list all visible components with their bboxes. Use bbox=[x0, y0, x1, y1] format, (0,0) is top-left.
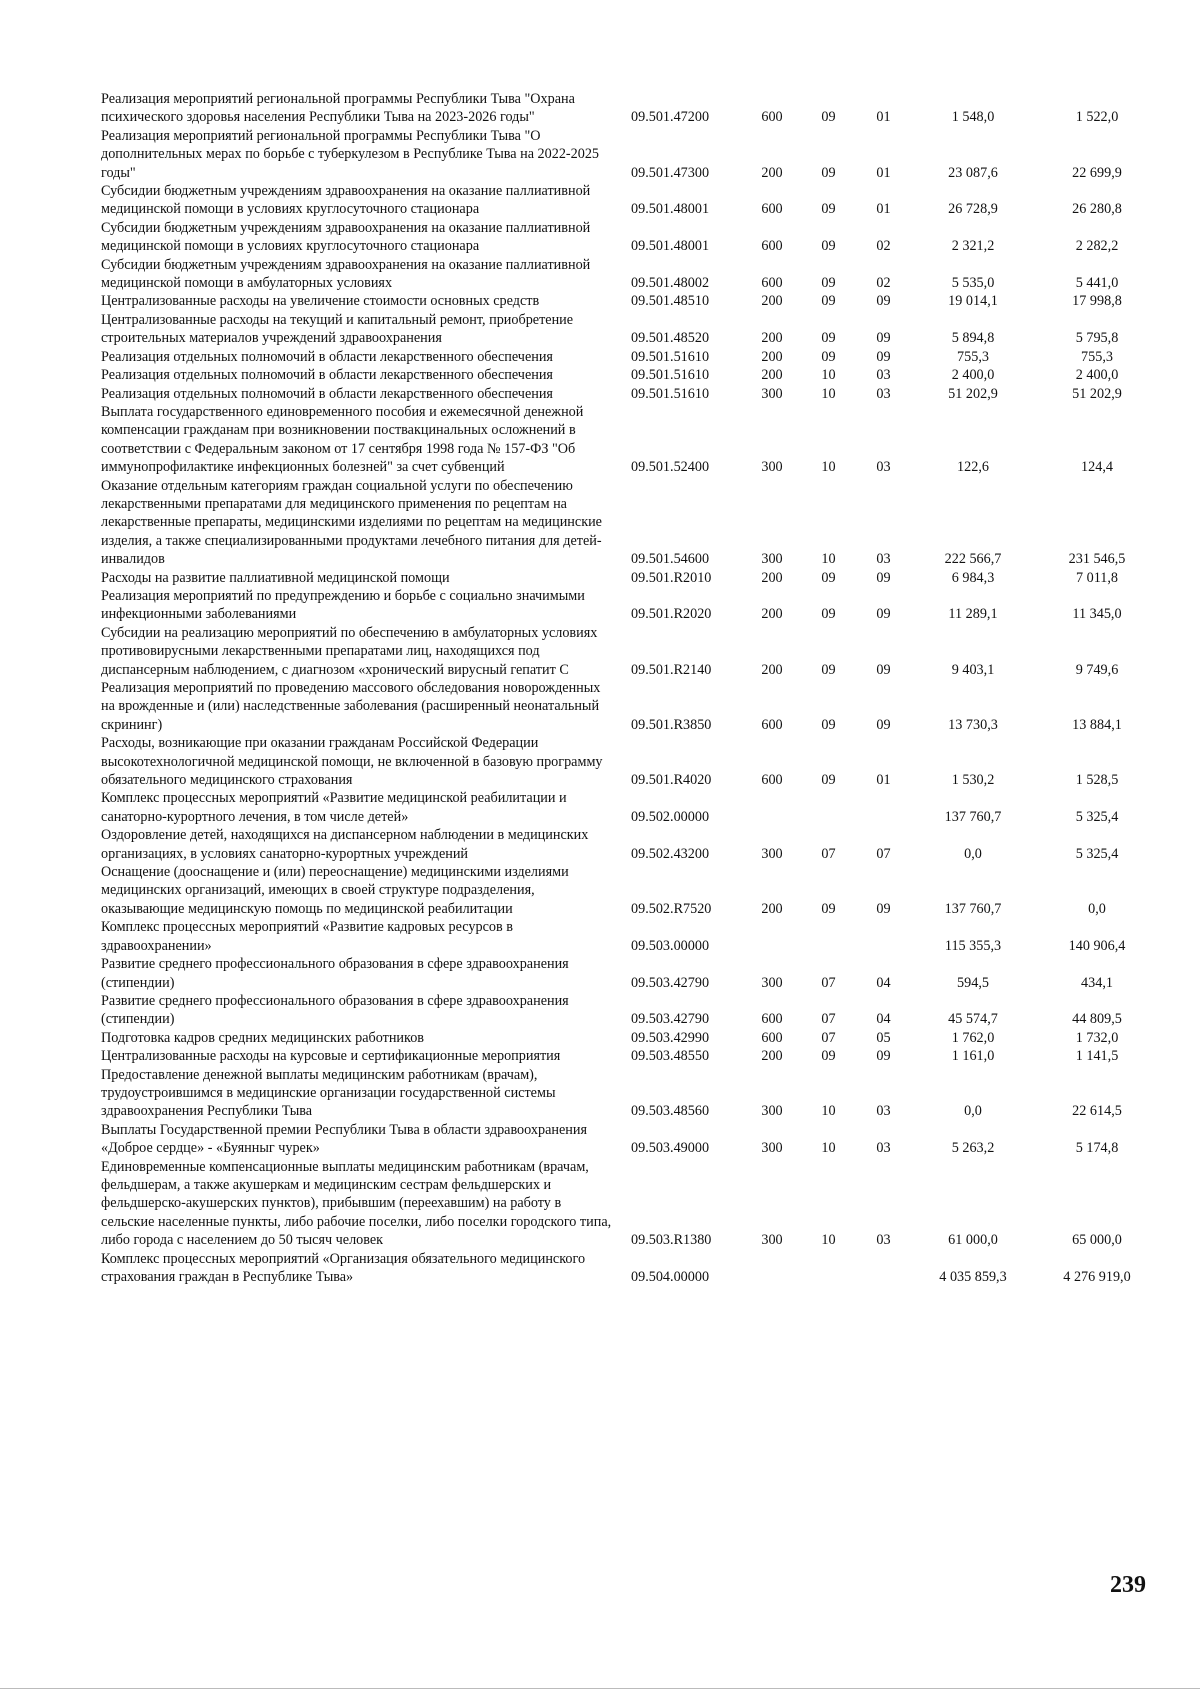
row-amount-year-1: 122,6 bbox=[957, 459, 989, 476]
row-name: Оздоровление детей, находящихся на диспансерном наблюдении в медицинских организациях, в условиях санаторно-курортных учреждений bbox=[101, 827, 589, 862]
row-code: 09.503.42790 bbox=[631, 974, 710, 991]
row-subsection bbox=[856, 789, 911, 826]
row-name: Реализация отдельных полномочий в области лекарственного обеспечения bbox=[101, 385, 553, 402]
row-code: 09.501.48520 bbox=[631, 330, 710, 347]
row-expense-type: 200 bbox=[761, 606, 783, 623]
row-subsection: 09 bbox=[876, 293, 891, 310]
row-section: 09 bbox=[821, 716, 836, 733]
row-expense-type: 300 bbox=[761, 459, 783, 476]
row-amount-year-2: 9 749,6 bbox=[1075, 661, 1119, 678]
table-row bbox=[101, 826, 1159, 863]
table-row bbox=[101, 219, 1159, 256]
row-code: 09.501.51610 bbox=[631, 367, 710, 384]
row-amount-year-1: 115 355,3 bbox=[944, 937, 1002, 954]
row-amount-year-1: 19 014,1 bbox=[948, 293, 998, 310]
row-name: Комплекс процессных мероприятий «Развитие медицинской реабилитации и санаторно-курортного лечения, в том числе детей» bbox=[101, 790, 567, 825]
table-row bbox=[101, 587, 1159, 624]
row-section: 09 bbox=[821, 900, 836, 917]
row-amount-year-1: 137 760,7 bbox=[944, 808, 1002, 825]
row-code: 09.503.48560 bbox=[631, 1103, 710, 1120]
row-section: 10 bbox=[821, 1103, 836, 1120]
row-name: Комплекс процессных мероприятий «Развитие кадровых ресурсов в здравоохранении» bbox=[101, 919, 513, 954]
row-section: 09 bbox=[821, 201, 836, 218]
row-section: 07 bbox=[821, 1029, 836, 1046]
row-name: Субсидии бюджетным учреждениям здравоохранения на оказание паллиативной медицинской помощи в условиях круглосуточного стационара bbox=[101, 219, 591, 255]
row-subsection: 04 bbox=[876, 974, 891, 991]
row-subsection bbox=[856, 918, 911, 955]
row-code: 09.501.54600 bbox=[631, 551, 710, 568]
row-subsection: 03 bbox=[876, 1103, 891, 1120]
row-amount-year-1: 11 289,1 bbox=[948, 606, 998, 623]
row-amount-year-1: 6 984,3 bbox=[951, 569, 995, 586]
table-row bbox=[101, 403, 1159, 477]
row-code: 09.501.52400 bbox=[631, 459, 710, 476]
row-expense-type: 300 bbox=[761, 551, 783, 568]
row-amount-year-2: 1 528,5 bbox=[1075, 772, 1119, 789]
table-row bbox=[101, 366, 1159, 384]
row-section bbox=[801, 918, 856, 955]
row-name: Единовременные компенсационные выплаты медицинским работникам (врачам, фельдшерам, а также акушеркам и медицинским сестрам фельдшерских и фельдшерско-акушерских пунктов), прибывшим (переехавшим) на работу в сельские населенные пункты, либо рабочие поселки, либо поселки городского типа, либо города с населением до 50 тысяч человек bbox=[101, 1158, 612, 1249]
table-row bbox=[101, 292, 1159, 310]
row-subsection: 03 bbox=[876, 385, 891, 402]
row-amount-year-2: 124,4 bbox=[1081, 459, 1113, 476]
row-section: 09 bbox=[821, 164, 836, 181]
row-expense-type: 300 bbox=[761, 1103, 783, 1120]
row-code: 09.501.47300 bbox=[631, 164, 710, 181]
row-section: 10 bbox=[821, 367, 836, 384]
row-code: 09.501.48001 bbox=[631, 201, 710, 218]
row-name: Реализация мероприятий региональной программы Республики Тыва "О дополнительных мерах по борьбе с туберкулезом в Республике Тыва на 2022-2025 годы" bbox=[101, 127, 600, 181]
row-section bbox=[801, 1250, 856, 1287]
row-name: Реализация мероприятий по проведению массового обследования новорожденных на врожденные и (или) наследственные заболевания (расширенный неонатальный скрининг) bbox=[101, 680, 601, 733]
row-subsection bbox=[856, 1250, 911, 1287]
table-row bbox=[101, 256, 1159, 293]
row-expense-type: 300 bbox=[761, 385, 783, 402]
row-expense-type bbox=[743, 918, 801, 955]
row-section: 10 bbox=[821, 459, 836, 476]
row-subsection: 03 bbox=[876, 459, 891, 476]
row-subsection: 01 bbox=[876, 109, 891, 126]
row-section: 09 bbox=[821, 238, 836, 255]
row-expense-type bbox=[743, 789, 801, 826]
table-row bbox=[101, 918, 1159, 955]
row-expense-type: 600 bbox=[761, 772, 783, 789]
table-row bbox=[101, 1250, 1159, 1287]
row-name: Субсидии на реализацию мероприятий по обеспечению в амбулаторных условиях противовирусными лекарственными препаратами лиц, находящихся под диспансерным наблюдением, с диагнозом «хронический вирусный гепатит С bbox=[101, 624, 598, 678]
row-amount-year-2: 17 998,8 bbox=[1072, 293, 1122, 310]
row-amount-year-1: 0,0 bbox=[964, 845, 982, 862]
row-amount-year-1: 1 161,0 bbox=[951, 1048, 995, 1065]
table-row bbox=[101, 1066, 1159, 1121]
row-expense-type bbox=[743, 1250, 801, 1287]
row-expense-type: 600 bbox=[761, 275, 783, 292]
table-row bbox=[101, 90, 1159, 127]
row-amount-year-1: 13 730,3 bbox=[948, 716, 998, 733]
row-code: 09.501.R2010 bbox=[631, 569, 712, 586]
row-subsection: 09 bbox=[876, 606, 891, 623]
row-name: Централизованные расходы на курсовые и сертификационные мероприятия bbox=[101, 1048, 561, 1065]
row-name: Централизованные расходы на текущий и капитальный ремонт, приобретение строительных материалов учреждений здравоохранения bbox=[101, 311, 574, 347]
row-amount-year-2: 1 522,0 bbox=[1075, 109, 1119, 126]
row-code: 09.502.43200 bbox=[631, 845, 710, 862]
row-amount-year-1: 594,5 bbox=[957, 974, 989, 991]
row-expense-type: 600 bbox=[761, 238, 783, 255]
row-section: 10 bbox=[821, 1232, 836, 1249]
table-row bbox=[101, 1121, 1159, 1158]
row-code: 09.501.48002 bbox=[631, 275, 710, 292]
row-code: 09.503.42790 bbox=[631, 1011, 710, 1028]
row-section: 09 bbox=[821, 109, 836, 126]
row-amount-year-2: 4 276 919,0 bbox=[1063, 1269, 1131, 1285]
row-amount-year-1: 2 321,2 bbox=[951, 238, 995, 255]
row-amount-year-2: 44 809,5 bbox=[1072, 1011, 1122, 1028]
row-name: Централизованные расходы на увеличение стоимости основных средств bbox=[101, 293, 540, 310]
row-code: 09.503.42990 bbox=[631, 1029, 710, 1046]
row-code: 09.503.R1380 bbox=[631, 1232, 712, 1249]
row-expense-type: 200 bbox=[761, 330, 783, 347]
row-subsection: 09 bbox=[876, 569, 891, 586]
row-amount-year-1: 45 574,7 bbox=[948, 1011, 998, 1028]
row-amount-year-2: 11 345,0 bbox=[1072, 606, 1122, 623]
table-row bbox=[101, 789, 1159, 826]
row-expense-type: 600 bbox=[761, 1029, 783, 1046]
table-row bbox=[101, 348, 1159, 366]
table-row bbox=[101, 311, 1159, 348]
row-expense-type: 600 bbox=[761, 109, 783, 126]
row-amount-year-2: 22 614,5 bbox=[1072, 1103, 1122, 1120]
row-amount-year-2: 140 906,4 bbox=[1068, 937, 1126, 954]
row-amount-year-1: 1 530,2 bbox=[951, 772, 995, 789]
row-code: 09.501.R4020 bbox=[631, 772, 712, 789]
row-name: Реализация отдельных полномочий в области лекарственного обеспечения bbox=[101, 367, 553, 384]
row-amount-year-1: 4 035 859,3 bbox=[939, 1269, 1007, 1285]
row-amount-year-1: 0,0 bbox=[964, 1103, 982, 1120]
table-row bbox=[101, 1029, 1159, 1047]
row-amount-year-2: 26 280,8 bbox=[1072, 201, 1122, 218]
row-code: 09.501.47200 bbox=[631, 109, 710, 126]
row-expense-type: 300 bbox=[761, 1140, 783, 1157]
row-section: 09 bbox=[821, 772, 836, 789]
page-number: 239 bbox=[1110, 1572, 1146, 1598]
row-amount-year-2: 5 174,8 bbox=[1075, 1140, 1119, 1157]
table-row bbox=[101, 624, 1159, 679]
row-section: 07 bbox=[821, 1011, 836, 1028]
row-code: 09.501.48001 bbox=[631, 238, 710, 255]
row-expense-type: 200 bbox=[761, 348, 783, 365]
row-subsection: 01 bbox=[876, 772, 891, 789]
row-expense-type: 200 bbox=[761, 900, 783, 917]
budget-table-body bbox=[101, 90, 1159, 1286]
row-amount-year-1: 23 087,6 bbox=[948, 164, 998, 181]
row-section: 09 bbox=[821, 275, 836, 292]
row-amount-year-2: 2 282,2 bbox=[1075, 238, 1119, 255]
row-subsection: 03 bbox=[876, 1140, 891, 1157]
row-amount-year-2: 5 795,8 bbox=[1075, 330, 1119, 347]
row-code: 09.501.R2020 bbox=[631, 606, 712, 623]
row-expense-type: 300 bbox=[761, 974, 783, 991]
row-name: Оснащение (дооснащение и (или) переоснащение) медицинскими изделиями медицинских организаций, имеющих в своей структуре подразделения, оказывающие медицинскую помощь по медицинской реабилитации bbox=[101, 864, 569, 917]
table-row bbox=[101, 1158, 1159, 1250]
row-amount-year-2: 13 884,1 bbox=[1072, 716, 1122, 733]
row-expense-type: 300 bbox=[761, 845, 783, 862]
row-code: 09.501.R2140 bbox=[631, 661, 712, 678]
row-code: 09.503.48550 bbox=[631, 1048, 710, 1065]
table-row bbox=[101, 679, 1159, 734]
row-amount-year-2: 65 000,0 bbox=[1072, 1232, 1122, 1249]
row-code: 09.502.00000 bbox=[631, 808, 710, 825]
row-name: Расходы, возникающие при оказании гражданам Российской Федерации высокотехнологичной медицинской помощи, не включенной в базовую программу обязательного медицинского страхования bbox=[101, 735, 603, 789]
row-name: Развитие среднего профессионального образования в сфере здравоохранения (стипендии) bbox=[101, 992, 569, 1028]
row-expense-type: 200 bbox=[761, 1048, 783, 1065]
row-expense-type: 200 bbox=[761, 293, 783, 310]
budget-table bbox=[101, 90, 1159, 1286]
row-section: 09 bbox=[821, 661, 836, 678]
row-amount-year-1: 755,3 bbox=[957, 348, 989, 365]
row-subsection: 01 bbox=[876, 164, 891, 181]
row-amount-year-2: 51 202,9 bbox=[1072, 385, 1122, 402]
table-row bbox=[101, 385, 1159, 403]
row-amount-year-1: 9 403,1 bbox=[951, 661, 995, 678]
row-subsection: 09 bbox=[876, 900, 891, 917]
row-name: Подготовка кадров средних медицинских работников bbox=[101, 1029, 424, 1046]
table-row bbox=[101, 1047, 1159, 1065]
row-name: Реализация мероприятий региональной программы Республики Тыва "Охрана психического здоровья населения Республики Тыва на 2023-2026 годы" bbox=[101, 91, 575, 126]
row-code: 09.501.R3850 bbox=[631, 716, 712, 733]
row-expense-type: 300 bbox=[761, 1232, 783, 1249]
row-amount-year-2: 7 011,8 bbox=[1075, 569, 1119, 586]
row-amount-year-2: 231 546,5 bbox=[1068, 551, 1126, 568]
row-code: 09.501.51610 bbox=[631, 385, 710, 402]
table-row bbox=[101, 955, 1159, 992]
row-expense-type: 200 bbox=[761, 569, 783, 586]
row-amount-year-1: 222 566,7 bbox=[944, 551, 1002, 568]
row-section: 10 bbox=[821, 551, 836, 568]
row-code: 09.501.48510 bbox=[631, 293, 710, 310]
row-subsection: 03 bbox=[876, 367, 891, 384]
row-subsection: 03 bbox=[876, 1232, 891, 1249]
row-subsection: 09 bbox=[876, 1048, 891, 1065]
table-row bbox=[101, 992, 1159, 1029]
row-subsection: 05 bbox=[876, 1029, 891, 1046]
table-row bbox=[101, 569, 1159, 587]
row-name: Реализация мероприятий по предупреждению и борьбе с социально значимыми инфекционными заболеваниями bbox=[101, 587, 585, 623]
row-amount-year-1: 2 400,0 bbox=[951, 367, 995, 384]
row-code: 09.504.00000 bbox=[631, 1269, 710, 1285]
row-section: 07 bbox=[821, 845, 836, 862]
row-section: 10 bbox=[821, 1140, 836, 1157]
row-expense-type: 600 bbox=[761, 201, 783, 218]
row-section: 07 bbox=[821, 974, 836, 991]
row-name: Субсидии бюджетным учреждениям здравоохранения на оказание паллиативной медицинской помощи в условиях круглосуточного стационара bbox=[101, 183, 591, 218]
table-row bbox=[101, 127, 1159, 182]
row-amount-year-1: 1 548,0 bbox=[951, 109, 995, 126]
row-name: Комплекс процессных мероприятий «Организация обязательного медицинского страхования граждан в Республике Тыва» bbox=[101, 1250, 586, 1285]
row-name: Оказание отдельным категориям граждан социальной услуги по обеспечению лекарственными препаратами для медицинского применения по рецептам на лекарственные препараты, медицинскими изделиями по рецептам на медицинские изделия, а также специализированными продуктами лечебного питания для детей-инвалидов bbox=[101, 477, 602, 568]
row-expense-type: 200 bbox=[761, 164, 783, 181]
row-amount-year-2: 434,1 bbox=[1081, 974, 1113, 991]
row-section: 09 bbox=[821, 293, 836, 310]
row-amount-year-1: 137 760,7 bbox=[944, 900, 1002, 917]
row-code: 09.503.49000 bbox=[631, 1140, 710, 1157]
page-bottom-rule bbox=[0, 1688, 1200, 1689]
row-amount-year-1: 5 263,2 bbox=[951, 1140, 995, 1157]
row-section: 09 bbox=[821, 330, 836, 347]
row-subsection: 09 bbox=[876, 661, 891, 678]
row-section: 09 bbox=[821, 606, 836, 623]
row-amount-year-2: 5 441,0 bbox=[1075, 275, 1119, 292]
row-name: Предоставление денежной выплаты медицинским работникам (врачам), трудоустроившимся в медицинские организации государственной системы здравоохранения Республики Тыва bbox=[101, 1066, 556, 1120]
row-subsection: 02 bbox=[876, 275, 891, 292]
row-name: Выплата государственного единовременного пособия и ежемесячной денежной компенсации гражданам при возникновении поствакцинальных осложнений в соответствии с Федеральным законом от 17 сентября 1998 года № 157-ФЗ "Об иммунопрофилактике инфекционных болезней" за счет субвенций bbox=[101, 403, 584, 476]
row-amount-year-1: 5 894,8 bbox=[951, 330, 995, 347]
row-subsection: 01 bbox=[876, 201, 891, 218]
row-subsection: 09 bbox=[876, 716, 891, 733]
row-amount-year-2: 5 325,4 bbox=[1075, 845, 1119, 862]
row-name: Реализация отдельных полномочий в области лекарственного обеспечения bbox=[101, 348, 553, 365]
row-amount-year-2: 2 400,0 bbox=[1075, 367, 1119, 384]
row-amount-year-1: 1 762,0 bbox=[951, 1029, 995, 1046]
row-amount-year-2: 22 699,9 bbox=[1072, 164, 1122, 181]
row-section: 10 bbox=[821, 385, 836, 402]
row-amount-year-1: 61 000,0 bbox=[948, 1232, 998, 1249]
row-expense-type: 600 bbox=[761, 716, 783, 733]
row-name: Развитие среднего профессионального образования в сфере здравоохранения (стипендии) bbox=[101, 956, 569, 991]
row-name: Выплаты Государственной премии Республики Тыва в области здравоохранения «Доброе сердце» - «Буянныг чурек» bbox=[101, 1121, 587, 1157]
row-subsection: 09 bbox=[876, 348, 891, 365]
row-subsection: 02 bbox=[876, 238, 891, 255]
row-amount-year-2: 1 732,0 bbox=[1075, 1029, 1119, 1046]
row-code: 09.503.00000 bbox=[631, 937, 710, 954]
row-expense-type: 600 bbox=[761, 1011, 783, 1028]
table-row bbox=[101, 477, 1159, 569]
row-section: 09 bbox=[821, 348, 836, 365]
row-section: 09 bbox=[821, 569, 836, 586]
row-amount-year-1: 26 728,9 bbox=[948, 201, 998, 218]
row-amount-year-2: 0,0 bbox=[1088, 900, 1106, 917]
row-amount-year-2: 1 141,5 bbox=[1075, 1048, 1119, 1065]
table-row bbox=[101, 182, 1159, 219]
row-name: Расходы на развитие паллиативной медицинской помощи bbox=[101, 569, 450, 586]
row-expense-type: 200 bbox=[761, 367, 783, 384]
row-subsection: 04 bbox=[876, 1011, 891, 1028]
row-amount-year-1: 5 535,0 bbox=[951, 275, 995, 292]
row-subsection: 09 bbox=[876, 330, 891, 347]
row-section bbox=[801, 789, 856, 826]
row-amount-year-1: 51 202,9 bbox=[948, 385, 998, 402]
row-section: 09 bbox=[821, 1048, 836, 1065]
row-code: 09.502.R7520 bbox=[631, 900, 712, 917]
row-amount-year-2: 755,3 bbox=[1081, 348, 1113, 365]
table-row bbox=[101, 863, 1159, 918]
row-subsection: 03 bbox=[876, 551, 891, 568]
row-code: 09.501.51610 bbox=[631, 348, 710, 365]
row-name: Субсидии бюджетным учреждениям здравоохранения на оказание паллиативной медицинской помощи в амбулаторных условиях bbox=[101, 256, 591, 292]
row-expense-type: 200 bbox=[761, 661, 783, 678]
row-subsection: 07 bbox=[876, 845, 891, 862]
table-row bbox=[101, 734, 1159, 789]
row-amount-year-2: 5 325,4 bbox=[1075, 808, 1119, 825]
